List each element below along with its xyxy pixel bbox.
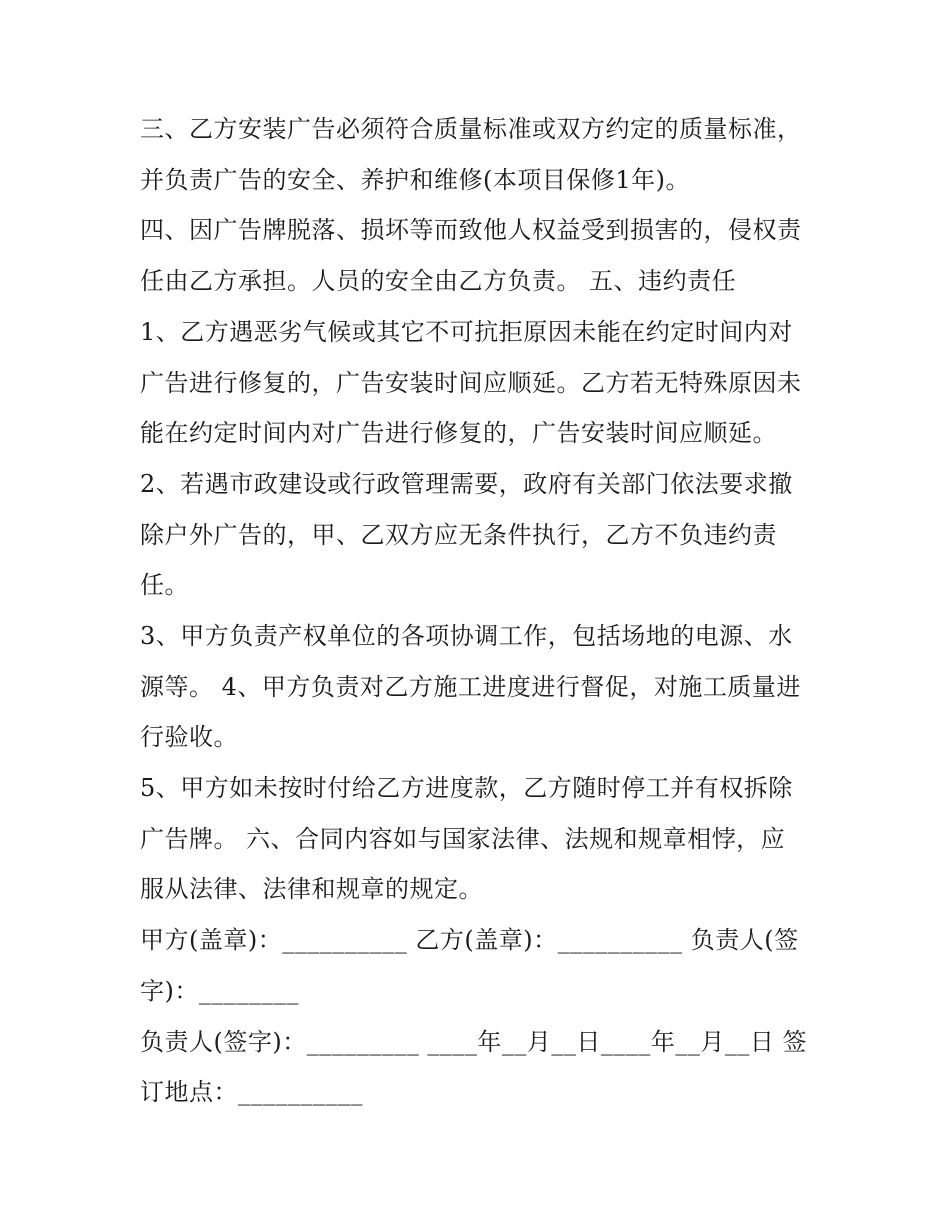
signature-line-parties: 甲方(盖章)：__________ 乙方(盖章)：__________ 负责人(签 — [140, 926, 799, 954]
text-line: 源等。 4、甲方负责对乙方施工进度进行督促，对施工质量进 — [140, 673, 801, 701]
text-line: 2、若遇市政建设或行政管理需要，政府有关部门依法要求撤 — [140, 470, 793, 498]
text-line: 5、甲方如未按时付给乙方进度款，乙方随时停工并有权拆除 — [140, 774, 793, 802]
text-line: 任。 — [140, 571, 189, 599]
text-line: 能在约定时间内对广告进行修复的，广告安装时间应顺延。 — [140, 419, 777, 447]
text-line: 任由乙方承担。人员的安全由乙方负责。 五、违约责任 — [140, 267, 737, 295]
text-line: 3、甲方负责产权单位的各项协调工作，包括场地的电源、水 — [140, 622, 793, 650]
signature-line-date: 负责人(签字)：_________ ____年__月__日____年__月__日 签 — [140, 1028, 807, 1056]
text-line: 广告牌。 六、合同内容如与国家法律、法规和规章相悖，应 — [140, 825, 786, 853]
text-line: 1、乙方遇恶劣气候或其它不可抗拒原因未能在约定时间内对 — [140, 318, 793, 346]
text-line: 三、乙方安装广告必须符合质量标准或双方约定的质量标准， — [140, 115, 802, 143]
text-line: 行验收。 — [140, 723, 238, 751]
text-line: 除户外广告的，甲、乙双方应无条件执行，乙方不负违约责 — [140, 521, 777, 549]
text-line: 服从法律、法律和规章的规定。 — [140, 875, 483, 903]
text-line: 广告进行修复的，广告安装时间应顺延。乙方若无特殊原因未 — [140, 369, 802, 397]
text-line: 并负责广告的安全、养护和维修(本项目保修1年)。 — [140, 166, 690, 194]
text-line: 四、因广告牌脱落、损坏等而致他人权益受到损害的，侵权责 — [140, 216, 802, 244]
signature-line-sign: 字)：________ — [140, 977, 299, 1005]
signing-location-line: 订地点：__________ — [140, 1078, 363, 1106]
